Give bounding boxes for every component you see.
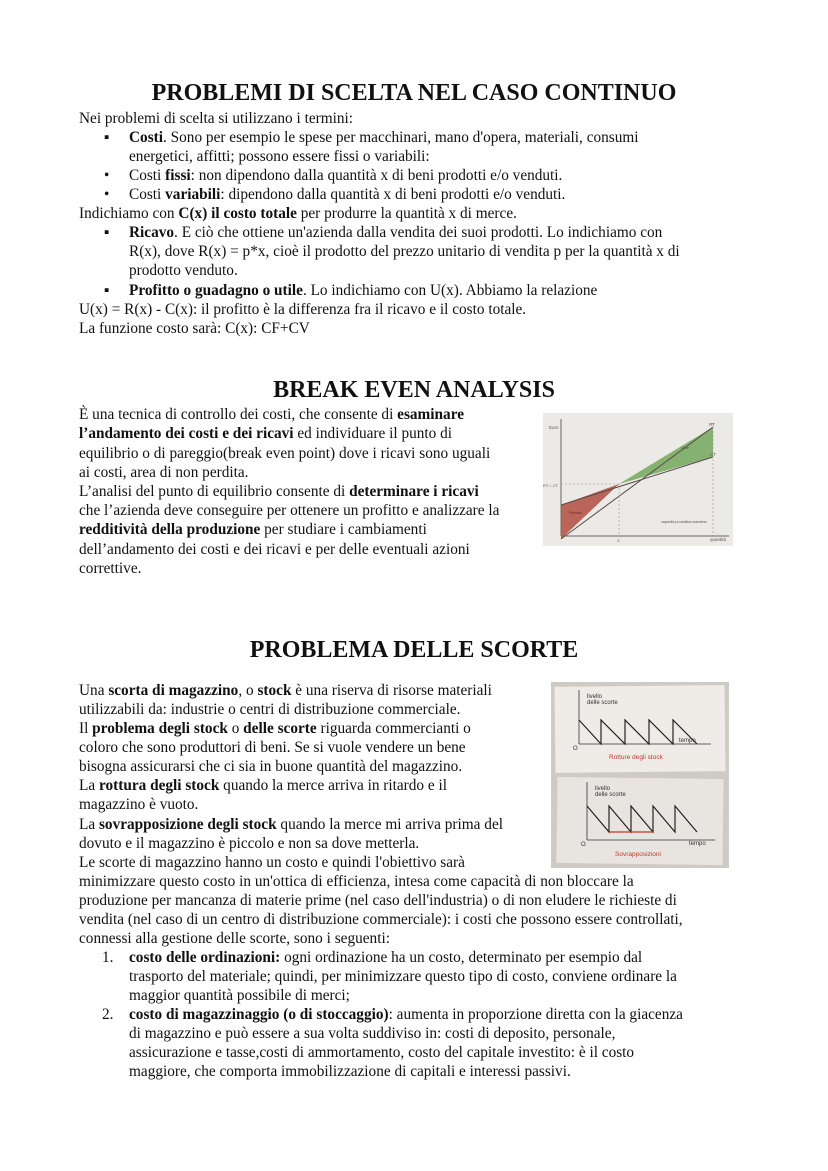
- list-number-1: 1.: [102, 949, 114, 966]
- scorte-line-9: dovuto e il magazzino è piccolo e non sa dove metterla.: [79, 835, 420, 852]
- ricavo-line: [129, 223, 662, 242]
- scorte-line-2: utilizzabili da: industrie o centri di distribuzione commerciale.: [79, 701, 461, 718]
- variabili-pre: Costi: [129, 186, 166, 203]
- costi-fissi-line: [129, 166, 562, 185]
- be-line-3: equilibrio o di pareggio(break even point) dove i ricavi sono uguali: [79, 445, 491, 462]
- chart-profit-label: Utile: [681, 445, 690, 450]
- item2-line-1: [129, 1005, 683, 1024]
- be-line-9: correttive.: [79, 560, 142, 577]
- dot-bullet: •: [104, 186, 110, 203]
- intro-text: Nei problemi di scelta si utilizzano i termini:: [79, 110, 353, 127]
- stock-figure: [551, 682, 729, 868]
- ct-text: per produrre la quantità x di merce.: [296, 205, 517, 222]
- item1-line-1: [129, 948, 642, 967]
- chart-point-label: RT = CT: [543, 483, 559, 488]
- top-origin: O: [573, 746, 578, 752]
- item1-bold: costo delle ordinazioni:: [129, 949, 281, 966]
- scorte-line-6: [79, 776, 447, 795]
- chart-rt-label: RT: [709, 422, 715, 427]
- ricavo-line-3: prodotto venduto.: [129, 262, 238, 279]
- fissi-pre: Costi: [129, 167, 166, 184]
- ricavo-term: Ricavo: [129, 224, 175, 241]
- s-p3-b1: problema degli stock: [92, 720, 228, 737]
- chart-x-point: X: [617, 538, 620, 543]
- section-title-scorte: PROBLEMA DELLE SCORTE: [249, 637, 579, 663]
- dot-bullet: •: [104, 167, 110, 184]
- fissi-term: fissi: [165, 167, 191, 184]
- be-l1-pre: È una tecnica di controllo dei costi, che consente di: [79, 406, 398, 423]
- s-p6-b: rottura degli stock: [98, 777, 220, 794]
- scorte-line-7: magazzino è vuoto.: [79, 796, 199, 813]
- scorte-line-13: vendita (nel caso di un centro di distribuzione commerciale): i costi che possono essere controllati,: [79, 911, 683, 928]
- scorte-line-1: [79, 681, 492, 700]
- chart-y-label: Euro: [549, 425, 559, 430]
- relazione-line: U(x) = R(x) - C(x): il profitto è la differenza fra il ricavo e il costo totale.: [79, 301, 527, 318]
- top-caption: Rotture degli stock: [609, 754, 663, 761]
- costi-term: Costi: [129, 129, 163, 146]
- break-even-chart: [543, 413, 733, 546]
- profitto-text: . Lo indichiamo con U(x). Abbiamo la relazione: [302, 282, 598, 299]
- costi-variabili-line: [129, 185, 565, 204]
- bottom-origin: O: [581, 842, 586, 848]
- be-l2-bold: l’andamento dei costi e dei ricavi: [79, 425, 294, 442]
- s-p8-pre: La: [79, 816, 99, 833]
- item2-line-3: assicurazione e tasse,costi di ammortamento, costo del capitale investito: è il costo: [129, 1044, 635, 1061]
- s-p8-b: sovrapposizione degli stock: [98, 816, 277, 833]
- scorte-line-12: produzione per mancanza di materie prime (nel caso dell'industria) o di non eludere le richieste di: [79, 892, 677, 909]
- s-p6-pre: La: [79, 777, 99, 794]
- be-l5-bold: determinare i ricavi: [349, 483, 479, 500]
- funzione-costo-line: La funzione costo sarà: C(x): CF+CV: [79, 320, 310, 337]
- s-p3-post: riguarda commercianti o: [316, 720, 471, 737]
- section-title-scelta: PROBLEMI DI SCELTA NEL CASO CONTINUO: [151, 80, 677, 106]
- s-p8-post: quando la merce mi arriva prima del: [276, 816, 503, 833]
- chart-loss-label: Perdita: [569, 510, 582, 515]
- square-bullet: ▪: [104, 282, 110, 299]
- be-line-2: [79, 424, 452, 443]
- scorte-line-3: [79, 719, 471, 738]
- section-title-break-even: BREAK EVEN ANALYSIS: [273, 377, 555, 403]
- variabili-text: : dipendono dalla quantità x di beni prodotti e/o venduti.: [220, 186, 566, 203]
- ct-pre: Indichiamo con: [79, 205, 179, 222]
- chart-capacity-label: capacità produttiva massima: [661, 520, 707, 524]
- costi-line: [129, 128, 639, 147]
- s-p3-pre: Il: [79, 720, 93, 737]
- be-line-1: [79, 405, 464, 424]
- item1-line-3: maggior quantità possibile di merci;: [129, 987, 350, 1004]
- break-even-figure: [543, 413, 733, 546]
- list-number-2: 2.: [102, 1006, 114, 1023]
- s-p1-post: è una riserva di risorse materiali: [291, 682, 492, 699]
- be-line-6: che l’azienda deve conseguire per ottenere un profitto e analizzare la: [79, 502, 500, 519]
- s-p1-b2: stock: [257, 682, 292, 699]
- top-y-label-1: livello: [587, 694, 603, 700]
- costi-text: . Sono per esempio le spese per macchinari, mano d'opera, materiali, consumi: [163, 129, 639, 146]
- ricavo-line-2: R(x), dove R(x) = p*x, cioè il prodotto del prezzo unitario di vendita p per la quantità x di: [129, 243, 680, 260]
- item2-text: : aumenta in proporzione diretta con la giacenza: [388, 1006, 683, 1023]
- bottom-y-label-2: delle scorte: [595, 792, 626, 798]
- be-line-4: ai costi, area di non perdita.: [79, 464, 249, 481]
- ct-term: C(x) il costo totale: [178, 205, 297, 222]
- scorte-line-8: [79, 815, 503, 834]
- profitto-term: Profitto o guadagno o utile: [129, 282, 303, 299]
- top-x-label: tempo: [679, 738, 696, 744]
- be-l5-pre: L’analisi del punto di equilibrio consente di: [79, 483, 350, 500]
- stock-diagrams: [551, 682, 729, 868]
- scorte-line-5: bisogna assicurarsi che ci sia in buone quantità del magazzino.: [79, 758, 463, 775]
- scorte-line-11: minimizzare questo costo in un'ottica di efficienza, intesa come capacità di non bloccare la: [79, 873, 634, 890]
- ricavo-text: . E ciò che ottiene un'azienda dalla vendita dei suoi prodotti. Lo indichiamo con: [174, 224, 663, 241]
- s-p3-mid: o: [227, 720, 244, 737]
- item1-text: ogni ordinazione ha un costo, determinato per esempio dal: [280, 949, 643, 966]
- item2-line-4: maggiore, che comporta immobilizzazione di capitali e interessi passivi.: [129, 1063, 571, 1080]
- be-line-5: [79, 482, 479, 501]
- s-p3-b2: delle scorte: [243, 720, 317, 737]
- bottom-y-label-1: livello: [595, 786, 611, 792]
- be-l7-bold: redditività della produzione: [79, 521, 261, 538]
- item2-line-2: di magazzino e può essere a sua volta suddiviso in: costi di deposito, personale,: [129, 1025, 616, 1042]
- costi-line-2: energetici, affitti; possono essere fissi o variabili:: [129, 148, 430, 165]
- s-p1-mid: , o: [238, 682, 258, 699]
- be-l1-bold: esaminare: [397, 406, 464, 423]
- square-bullet: ▪: [104, 224, 110, 241]
- profitto-line: [129, 281, 597, 300]
- be-line-7: [79, 520, 427, 539]
- s-p1-b1: scorta di magazzino: [108, 682, 239, 699]
- be-line-8: dell’andamento dei costi e dei ricavi e per delle eventuali azioni: [79, 541, 470, 558]
- item1-line-2: trasporto del materiale; quindi, per minimizzare questo tipo di costo, conviene ordinare la: [129, 968, 677, 985]
- top-y-label-2: delle scorte: [587, 700, 618, 706]
- be-l2-post: ed individuare il punto di: [293, 425, 453, 442]
- chart-x-label: quantità: [710, 537, 727, 542]
- be-l7-post: per studiare i cambiamenti: [260, 521, 427, 538]
- variabili-term: variabili: [165, 186, 221, 203]
- scorte-line-14: connessi alla gestione delle scorte, sono i seguenti:: [79, 930, 390, 947]
- scorte-line-10: Le scorte di magazzino hanno un costo e quindi l'obiettivo sarà: [79, 854, 465, 871]
- scorte-line-4: coloro che sono produttori di beni. Se si vuole vendere un bene: [79, 739, 466, 756]
- item2-bold: costo di magazzinaggio (o di stoccaggio): [129, 1006, 389, 1023]
- costo-totale-line: [79, 204, 517, 223]
- s-p1-pre: Una: [79, 682, 109, 699]
- chart-ct-label: CT: [710, 452, 716, 457]
- fissi-text: : non dipendono dalla quantità x di beni prodotti e/o venduti.: [190, 167, 563, 184]
- bottom-x-label: tempo: [689, 841, 706, 847]
- bottom-caption: Sovrapposizioni: [615, 851, 661, 858]
- s-p6-post: quando la merce arriva in ritardo e il: [219, 777, 448, 794]
- square-bullet: ▪: [104, 129, 110, 146]
